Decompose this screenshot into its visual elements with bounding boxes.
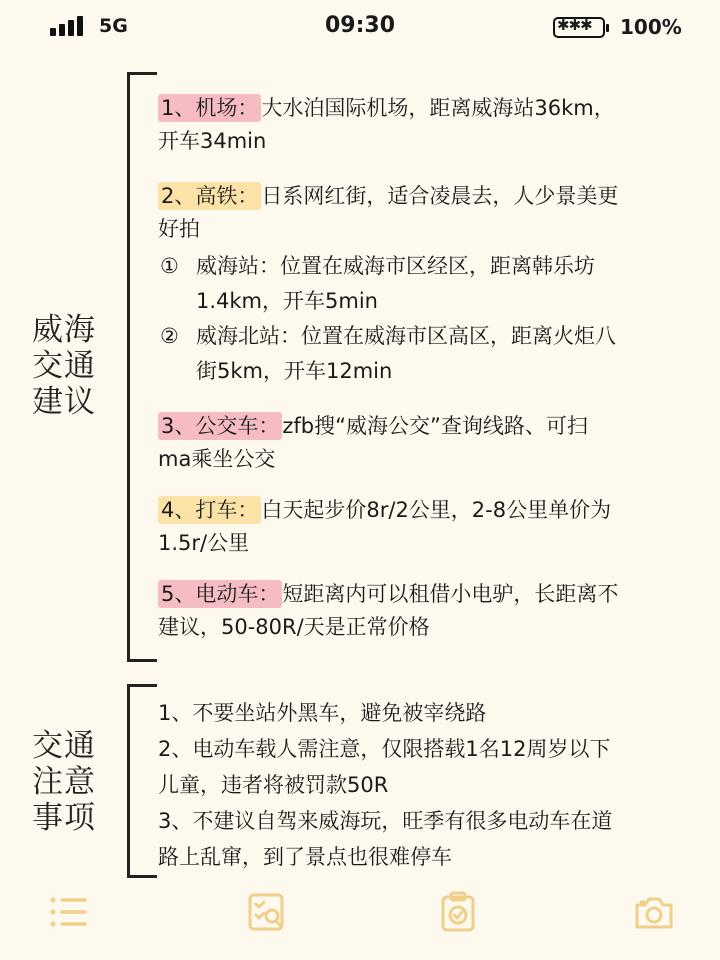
item-bus: 3、公交车： zfb搜“威海公交”查询线路、可扫 ma乘坐公交 — [158, 414, 588, 471]
note-line: 2、电动车载人需注意，仅限搭载1名12周岁以下 — [158, 737, 611, 761]
item-ebike: 5、电动车： 短距离内可以租借小电驴，长距离不 建议，50-80R/天是正常价格 — [158, 582, 619, 639]
tag-bus: 3、公交车： — [158, 412, 282, 440]
item-highspeed-rail: 2、高铁： 日系网红街，适合凌晨去，人少景美更 好拍 — [158, 184, 619, 241]
note-line: 儿童，违者将被罚款50R — [158, 773, 389, 797]
station-weihai: ① 威海站：位置在威海市区经区，距离韩乐坊 1.4km，开车5min — [160, 254, 595, 313]
bracket-notes — [127, 684, 157, 878]
item-airport: 1、机场： 大水泊国际机场，距离威海站36km， 开车34min — [158, 96, 615, 153]
battery-stars: ✱✱✱ — [557, 16, 592, 34]
bracket-transport — [127, 72, 157, 662]
item-taxi: 4、打车： 白天起步价8r/2公里，2-8公里单价为 1.5r/公里 — [158, 498, 612, 555]
network-type: 5G — [99, 15, 128, 37]
tag-airport: 1、机场： — [158, 94, 261, 122]
checklist-search-icon[interactable] — [246, 891, 288, 933]
battery-icon — [553, 17, 605, 38]
section-label-transport: 威海 交通 建议 — [32, 312, 96, 420]
station-weihai-north: ② 威海北站：位置在威海市区高区，距离火炬八 街5km，开车12min — [160, 324, 616, 383]
status-bar — [0, 0, 720, 56]
camera-icon[interactable] — [633, 891, 675, 933]
clock: 09:30 — [324, 13, 396, 38]
tag-taxi: 4、打车： — [158, 496, 261, 524]
bottom-nav — [0, 885, 720, 960]
tag-highspeed-rail: 2、高铁： — [158, 182, 261, 210]
note-line: 路上乱窜，到了景点也很难停车 — [158, 845, 452, 869]
note-line: 3、不建议自驾来威海玩，旺季有很多电动车在道 — [158, 809, 613, 833]
clipboard-check-icon[interactable] — [437, 891, 479, 933]
notes-list — [158, 695, 684, 875]
list-icon[interactable] — [47, 891, 89, 933]
section-label-notes: 交通 注意 事项 — [32, 728, 96, 836]
battery-percent: 100% — [620, 15, 682, 39]
note-line: 1、不要坐站外黑车，避免被宰绕路 — [158, 701, 487, 725]
tag-ebike: 5、电动车： — [158, 580, 282, 608]
